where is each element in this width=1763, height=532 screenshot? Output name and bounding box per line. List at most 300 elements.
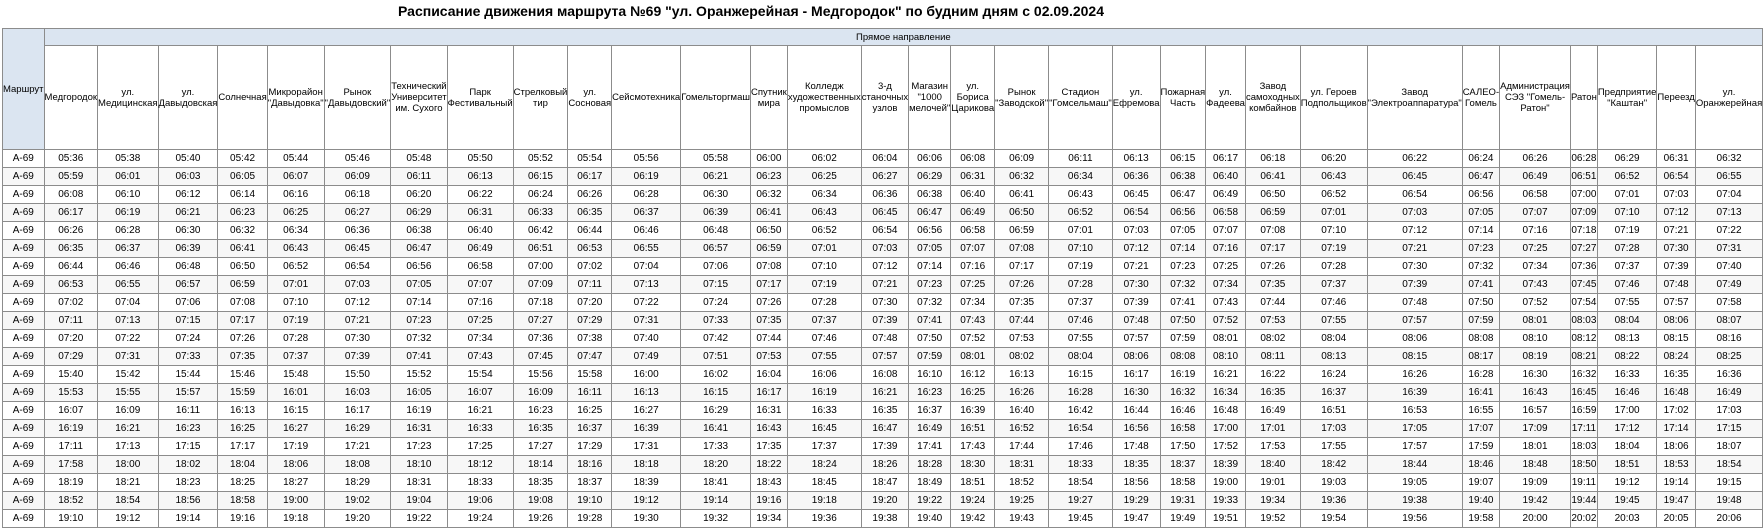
time-cell: 16:47 bbox=[861, 420, 908, 438]
time-cell: 07:50 bbox=[1462, 294, 1499, 312]
route-cell: А-69 bbox=[3, 348, 45, 366]
time-cell: 17:07 bbox=[1462, 420, 1499, 438]
time-cell: 17:09 bbox=[1500, 420, 1571, 438]
time-cell: 07:57 bbox=[1112, 330, 1160, 348]
time-cell: 17:35 bbox=[750, 438, 787, 456]
table-row bbox=[3, 384, 1763, 402]
time-cell: 18:45 bbox=[787, 474, 861, 492]
time-cell: 16:46 bbox=[1597, 384, 1657, 402]
time-cell: 16:25 bbox=[951, 384, 995, 402]
time-cell: 07:10 bbox=[1049, 240, 1113, 258]
time-cell: 07:14 bbox=[391, 294, 447, 312]
time-cell: 06:32 bbox=[750, 186, 787, 204]
time-cell: 19:14 bbox=[1657, 474, 1695, 492]
time-cell: 06:11 bbox=[391, 168, 447, 186]
time-cell: 16:39 bbox=[951, 402, 995, 420]
time-cell: 07:43 bbox=[1500, 276, 1571, 294]
time-cell: 08:13 bbox=[1300, 348, 1367, 366]
time-cell: 06:33 bbox=[513, 204, 568, 222]
time-cell: 08:01 bbox=[1206, 330, 1246, 348]
time-cell: 06:38 bbox=[391, 222, 447, 240]
stop-header: Стрелковый тир bbox=[513, 46, 568, 150]
time-cell: 08:15 bbox=[1657, 330, 1695, 348]
time-cell: 20:05 bbox=[1657, 510, 1695, 528]
time-cell: 07:41 bbox=[909, 312, 951, 330]
time-cell: 18:31 bbox=[995, 456, 1049, 474]
time-cell: 19:14 bbox=[158, 510, 218, 528]
time-cell: 06:36 bbox=[1112, 168, 1160, 186]
time-cell: 17:58 bbox=[44, 456, 98, 474]
time-cell: 07:34 bbox=[1206, 276, 1246, 294]
time-cell: 06:45 bbox=[1112, 186, 1160, 204]
time-cell: 06:45 bbox=[1367, 168, 1462, 186]
time-cell: 07:27 bbox=[513, 312, 568, 330]
time-cell: 06:34 bbox=[267, 222, 324, 240]
header-row-top bbox=[3, 29, 1763, 46]
time-cell: 07:01 bbox=[787, 240, 861, 258]
time-cell: 07:48 bbox=[861, 330, 908, 348]
stop-header: Предприятие "Каштан" bbox=[1597, 46, 1657, 150]
time-cell: 16:31 bbox=[750, 402, 787, 420]
time-cell: 06:19 bbox=[612, 168, 681, 186]
time-cell: 16:00 bbox=[612, 366, 681, 384]
time-cell: 06:52 bbox=[267, 258, 324, 276]
table-row bbox=[3, 186, 1763, 204]
time-cell: 07:28 bbox=[267, 330, 324, 348]
time-cell: 18:08 bbox=[324, 456, 391, 474]
time-cell: 05:52 bbox=[513, 150, 568, 168]
time-cell: 07:14 bbox=[1160, 240, 1206, 258]
time-cell: 19:18 bbox=[267, 510, 324, 528]
time-cell: 16:17 bbox=[750, 384, 787, 402]
time-cell: 06:52 bbox=[1300, 186, 1367, 204]
stop-header: ул. Сосновая bbox=[568, 46, 612, 150]
time-cell: 07:14 bbox=[909, 258, 951, 276]
time-cell: 08:16 bbox=[1695, 330, 1762, 348]
table-row bbox=[3, 312, 1763, 330]
time-cell: 07:47 bbox=[568, 348, 612, 366]
time-cell: 19:38 bbox=[1367, 492, 1462, 510]
time-cell: 16:13 bbox=[612, 384, 681, 402]
time-cell: 07:04 bbox=[612, 258, 681, 276]
time-cell: 06:01 bbox=[98, 168, 158, 186]
time-cell: 16:41 bbox=[1462, 384, 1499, 402]
time-cell: 19:10 bbox=[568, 492, 612, 510]
time-cell: 07:24 bbox=[681, 294, 751, 312]
stop-header: Стадион "Гомсельмаш" bbox=[1049, 46, 1113, 150]
time-cell: 07:07 bbox=[447, 276, 513, 294]
time-cell: 07:25 bbox=[951, 276, 995, 294]
time-cell: 07:30 bbox=[324, 330, 391, 348]
time-cell: 16:26 bbox=[995, 384, 1049, 402]
time-cell: 06:59 bbox=[995, 222, 1049, 240]
time-cell: 05:56 bbox=[612, 150, 681, 168]
time-cell: 07:04 bbox=[1695, 186, 1762, 204]
time-cell: 06:28 bbox=[98, 222, 158, 240]
time-cell: 15:44 bbox=[158, 366, 218, 384]
time-cell: 06:38 bbox=[909, 186, 951, 204]
time-cell: 19:25 bbox=[995, 492, 1049, 510]
time-cell: 07:43 bbox=[447, 348, 513, 366]
time-cell: 18:27 bbox=[267, 474, 324, 492]
time-cell: 08:02 bbox=[995, 348, 1049, 366]
time-cell: 16:33 bbox=[787, 402, 861, 420]
stop-header: Спутник мира bbox=[750, 46, 787, 150]
time-cell: 16:39 bbox=[1367, 384, 1462, 402]
time-cell: 18:23 bbox=[158, 474, 218, 492]
time-cell: 07:12 bbox=[861, 258, 908, 276]
time-cell: 06:23 bbox=[218, 204, 267, 222]
time-cell: 06:55 bbox=[612, 240, 681, 258]
time-cell: 07:30 bbox=[1112, 276, 1160, 294]
time-cell: 06:15 bbox=[1160, 150, 1206, 168]
time-cell: 08:08 bbox=[1160, 348, 1206, 366]
time-cell: 05:48 bbox=[391, 150, 447, 168]
time-cell: 17:39 bbox=[861, 438, 908, 456]
time-cell: 19:38 bbox=[861, 510, 908, 528]
time-cell: 19:01 bbox=[1245, 474, 1300, 492]
time-cell: 17:59 bbox=[1462, 438, 1499, 456]
time-cell: 15:56 bbox=[513, 366, 568, 384]
time-cell: 06:42 bbox=[513, 222, 568, 240]
time-cell: 06:27 bbox=[861, 168, 908, 186]
time-cell: 06:50 bbox=[995, 204, 1049, 222]
time-cell: 07:48 bbox=[1112, 312, 1160, 330]
time-cell: 06:31 bbox=[951, 168, 995, 186]
time-cell: 06:54 bbox=[1112, 204, 1160, 222]
time-cell: 07:43 bbox=[1206, 294, 1246, 312]
time-cell: 06:37 bbox=[612, 204, 681, 222]
time-cell: 16:43 bbox=[750, 420, 787, 438]
time-cell: 19:20 bbox=[324, 510, 391, 528]
time-cell: 06:53 bbox=[44, 276, 98, 294]
stop-header: ул. Бориса Царикова bbox=[951, 46, 995, 150]
time-cell: 06:51 bbox=[1570, 168, 1597, 186]
time-cell: 16:49 bbox=[1245, 402, 1300, 420]
time-cell: 07:08 bbox=[1245, 222, 1300, 240]
time-cell: 16:21 bbox=[447, 402, 513, 420]
time-cell: 07:46 bbox=[787, 330, 861, 348]
table-row bbox=[3, 438, 1763, 456]
time-cell: 07:57 bbox=[861, 348, 908, 366]
time-cell: 06:26 bbox=[1500, 150, 1571, 168]
time-cell: 18:14 bbox=[513, 456, 568, 474]
time-cell: 17:17 bbox=[218, 438, 267, 456]
time-cell: 16:29 bbox=[324, 420, 391, 438]
time-cell: 07:52 bbox=[951, 330, 995, 348]
time-cell: 07:31 bbox=[1695, 240, 1762, 258]
table-row bbox=[3, 330, 1763, 348]
time-cell: 06:13 bbox=[1112, 150, 1160, 168]
time-cell: 07:17 bbox=[218, 312, 267, 330]
time-cell: 06:58 bbox=[1206, 204, 1246, 222]
time-cell: 07:59 bbox=[1462, 312, 1499, 330]
time-cell: 06:09 bbox=[324, 168, 391, 186]
time-cell: 19:34 bbox=[750, 510, 787, 528]
time-cell: 16:54 bbox=[1049, 420, 1113, 438]
time-cell: 17:48 bbox=[1112, 438, 1160, 456]
time-cell: 08:12 bbox=[1570, 330, 1597, 348]
stop-header: ул. Давыдовская bbox=[158, 46, 218, 150]
time-cell: 16:02 bbox=[681, 366, 751, 384]
time-cell: 16:57 bbox=[1500, 402, 1571, 420]
time-cell: 17:13 bbox=[98, 438, 158, 456]
time-cell: 18:58 bbox=[1160, 474, 1206, 492]
time-cell: 19:08 bbox=[513, 492, 568, 510]
time-cell: 06:55 bbox=[98, 276, 158, 294]
time-cell: 18:56 bbox=[158, 492, 218, 510]
time-cell: 19:03 bbox=[1300, 474, 1367, 492]
time-cell: 18:04 bbox=[218, 456, 267, 474]
time-cell: 07:23 bbox=[909, 276, 951, 294]
time-cell: 19:54 bbox=[1300, 510, 1367, 528]
time-cell: 07:19 bbox=[267, 312, 324, 330]
time-cell: 06:35 bbox=[44, 240, 98, 258]
time-cell: 06:52 bbox=[1597, 168, 1657, 186]
time-cell: 06:36 bbox=[861, 186, 908, 204]
time-cell: 06:17 bbox=[44, 204, 98, 222]
time-cell: 07:44 bbox=[750, 330, 787, 348]
time-cell: 06:56 bbox=[391, 258, 447, 276]
time-cell: 06:51 bbox=[513, 240, 568, 258]
time-cell: 19:44 bbox=[1570, 492, 1597, 510]
route-cell: А-69 bbox=[3, 276, 45, 294]
time-cell: 18:02 bbox=[158, 456, 218, 474]
time-cell: 18:48 bbox=[1500, 456, 1571, 474]
time-cell: 06:56 bbox=[909, 222, 951, 240]
stop-header: Медгородок bbox=[44, 46, 98, 150]
time-cell: 06:11 bbox=[1049, 150, 1113, 168]
table-row bbox=[3, 348, 1763, 366]
time-cell: 07:05 bbox=[1462, 204, 1499, 222]
time-cell: 07:37 bbox=[1300, 276, 1367, 294]
time-cell: 16:40 bbox=[995, 402, 1049, 420]
time-cell: 19:48 bbox=[1695, 492, 1762, 510]
time-cell: 16:35 bbox=[1245, 384, 1300, 402]
time-cell: 16:25 bbox=[218, 420, 267, 438]
time-cell: 06:34 bbox=[1049, 168, 1113, 186]
time-cell: 07:29 bbox=[44, 348, 98, 366]
time-cell: 07:16 bbox=[1500, 222, 1571, 240]
time-cell: 17:05 bbox=[1367, 420, 1462, 438]
time-cell: 18:33 bbox=[447, 474, 513, 492]
time-cell: 06:36 bbox=[324, 222, 391, 240]
time-cell: 20:00 bbox=[1500, 510, 1571, 528]
time-cell: 18:24 bbox=[787, 456, 861, 474]
time-cell: 16:28 bbox=[1049, 384, 1113, 402]
time-cell: 06:17 bbox=[568, 168, 612, 186]
time-cell: 17:44 bbox=[995, 438, 1049, 456]
time-cell: 06:26 bbox=[568, 186, 612, 204]
time-cell: 06:05 bbox=[218, 168, 267, 186]
time-cell: 06:07 bbox=[267, 168, 324, 186]
stop-header: ул. Ефремова bbox=[1112, 46, 1160, 150]
time-cell: 07:44 bbox=[995, 312, 1049, 330]
time-cell: 06:52 bbox=[787, 222, 861, 240]
time-cell: 07:23 bbox=[1160, 258, 1206, 276]
time-cell: 07:57 bbox=[1367, 312, 1462, 330]
time-cell: 17:12 bbox=[1597, 420, 1657, 438]
time-cell: 15:48 bbox=[267, 366, 324, 384]
time-cell: 07:37 bbox=[787, 312, 861, 330]
time-cell: 18:03 bbox=[1570, 438, 1597, 456]
time-cell: 19:33 bbox=[1206, 492, 1246, 510]
time-cell: 17:21 bbox=[324, 438, 391, 456]
stop-header: ул. Фадеева bbox=[1206, 46, 1246, 150]
time-cell: 18:52 bbox=[995, 474, 1049, 492]
time-cell: 17:50 bbox=[1160, 438, 1206, 456]
time-cell: 08:17 bbox=[1462, 348, 1499, 366]
time-cell: 07:05 bbox=[909, 240, 951, 258]
stop-header: Пожарная Часть bbox=[1160, 46, 1206, 150]
time-cell: 08:25 bbox=[1695, 348, 1762, 366]
time-cell: 07:35 bbox=[995, 294, 1049, 312]
time-cell: 16:24 bbox=[1300, 366, 1367, 384]
time-cell: 06:02 bbox=[787, 150, 861, 168]
time-cell: 19:28 bbox=[568, 510, 612, 528]
time-cell: 06:41 bbox=[218, 240, 267, 258]
time-cell: 06:58 bbox=[447, 258, 513, 276]
time-cell: 16:58 bbox=[1160, 420, 1206, 438]
time-cell: 06:03 bbox=[158, 168, 218, 186]
time-cell: 20:02 bbox=[1570, 510, 1597, 528]
time-cell: 07:32 bbox=[1160, 276, 1206, 294]
time-cell: 06:40 bbox=[447, 222, 513, 240]
time-cell: 17:03 bbox=[1695, 402, 1762, 420]
time-cell: 08:03 bbox=[1570, 312, 1597, 330]
time-cell: 19:04 bbox=[391, 492, 447, 510]
time-cell: 07:05 bbox=[1160, 222, 1206, 240]
time-cell: 19:16 bbox=[750, 492, 787, 510]
time-cell: 07:19 bbox=[787, 276, 861, 294]
time-cell: 16:10 bbox=[909, 366, 951, 384]
route-cell: А-69 bbox=[3, 204, 45, 222]
time-cell: 18:47 bbox=[861, 474, 908, 492]
time-cell: 06:22 bbox=[1367, 150, 1462, 168]
time-cell: 16:45 bbox=[1570, 384, 1597, 402]
time-cell: 07:13 bbox=[98, 312, 158, 330]
time-cell: 18:40 bbox=[1245, 456, 1300, 474]
schedule-table bbox=[2, 28, 1763, 528]
time-cell: 07:39 bbox=[324, 348, 391, 366]
time-cell: 08:19 bbox=[1500, 348, 1571, 366]
time-cell: 06:39 bbox=[158, 240, 218, 258]
time-cell: 06:50 bbox=[218, 258, 267, 276]
route-cell: А-69 bbox=[3, 510, 45, 528]
page-title: Расписание движения маршрута №69 "ул. Оранжерейная - Медгородок" по будним дням с 02.09.2024 bbox=[398, 3, 1104, 19]
time-cell: 06:53 bbox=[568, 240, 612, 258]
route-cell: А-69 bbox=[3, 456, 45, 474]
time-cell: 06:31 bbox=[447, 204, 513, 222]
time-cell: 07:22 bbox=[98, 330, 158, 348]
time-cell: 07:49 bbox=[612, 348, 681, 366]
time-cell: 16:06 bbox=[787, 366, 861, 384]
time-cell: 19:16 bbox=[218, 510, 267, 528]
time-cell: 07:01 bbox=[1597, 186, 1657, 204]
table-row bbox=[3, 492, 1763, 510]
time-cell: 17:37 bbox=[787, 438, 861, 456]
time-cell: 07:34 bbox=[1500, 258, 1571, 276]
time-cell: 07:40 bbox=[1695, 258, 1762, 276]
time-cell: 07:39 bbox=[1657, 258, 1695, 276]
time-cell: 07:08 bbox=[218, 294, 267, 312]
time-cell: 07:24 bbox=[158, 330, 218, 348]
time-cell: 07:19 bbox=[1300, 240, 1367, 258]
time-cell: 17:11 bbox=[1570, 420, 1597, 438]
time-cell: 07:03 bbox=[1367, 204, 1462, 222]
time-cell: 06:00 bbox=[750, 150, 787, 168]
time-cell: 08:10 bbox=[1500, 330, 1571, 348]
route-cell: А-69 bbox=[3, 366, 45, 384]
time-cell: 19:26 bbox=[513, 510, 568, 528]
time-cell: 06:52 bbox=[1049, 204, 1113, 222]
time-cell: 17:15 bbox=[1695, 420, 1762, 438]
time-cell: 07:48 bbox=[1367, 294, 1462, 312]
time-cell: 16:15 bbox=[267, 402, 324, 420]
time-cell: 07:36 bbox=[513, 330, 568, 348]
time-cell: 07:10 bbox=[1597, 204, 1657, 222]
time-cell: 08:06 bbox=[1112, 348, 1160, 366]
time-cell: 07:45 bbox=[1570, 276, 1597, 294]
time-cell: 07:45 bbox=[513, 348, 568, 366]
time-cell: 07:55 bbox=[1597, 294, 1657, 312]
time-cell: 16:08 bbox=[861, 366, 908, 384]
time-cell: 05:50 bbox=[447, 150, 513, 168]
time-cell: 07:20 bbox=[568, 294, 612, 312]
time-cell: 17:46 bbox=[1049, 438, 1113, 456]
time-cell: 07:12 bbox=[1112, 240, 1160, 258]
table-row bbox=[3, 402, 1763, 420]
time-cell: 07:57 bbox=[1657, 294, 1695, 312]
time-cell: 06:21 bbox=[158, 204, 218, 222]
stop-header: 3-д станочных узлов bbox=[861, 46, 908, 150]
table-row bbox=[3, 222, 1763, 240]
time-cell: 16:19 bbox=[1160, 366, 1206, 384]
time-cell: 19:47 bbox=[1657, 492, 1695, 510]
time-cell: 07:10 bbox=[1300, 222, 1367, 240]
time-cell: 06:13 bbox=[447, 168, 513, 186]
time-cell: 05:44 bbox=[267, 150, 324, 168]
time-cell: 06:10 bbox=[98, 186, 158, 204]
time-cell: 16:44 bbox=[1112, 402, 1160, 420]
time-cell: 06:08 bbox=[44, 186, 98, 204]
time-cell: 19:42 bbox=[951, 510, 995, 528]
time-cell: 08:11 bbox=[1245, 348, 1300, 366]
time-cell: 07:18 bbox=[513, 294, 568, 312]
time-cell: 16:11 bbox=[158, 402, 218, 420]
time-cell: 07:21 bbox=[324, 312, 391, 330]
table-row bbox=[3, 276, 1763, 294]
time-cell: 06:32 bbox=[995, 168, 1049, 186]
time-cell: 16:37 bbox=[909, 402, 951, 420]
time-cell: 07:41 bbox=[391, 348, 447, 366]
time-cell: 06:24 bbox=[1462, 150, 1499, 168]
time-cell: 19:51 bbox=[1206, 510, 1246, 528]
time-cell: 07:28 bbox=[1597, 240, 1657, 258]
time-cell: 07:50 bbox=[909, 330, 951, 348]
time-cell: 19:10 bbox=[44, 510, 98, 528]
stop-header: Гомельторгмаш bbox=[681, 46, 751, 150]
time-cell: 18:35 bbox=[1112, 456, 1160, 474]
time-cell: 16:15 bbox=[681, 384, 751, 402]
time-cell: 07:15 bbox=[681, 276, 751, 294]
time-cell: 08:02 bbox=[1245, 330, 1300, 348]
time-cell: 07:55 bbox=[1300, 312, 1367, 330]
time-cell: 07:02 bbox=[568, 258, 612, 276]
time-cell: 06:32 bbox=[1695, 150, 1762, 168]
time-cell: 07:17 bbox=[1245, 240, 1300, 258]
time-cell: 06:20 bbox=[391, 186, 447, 204]
